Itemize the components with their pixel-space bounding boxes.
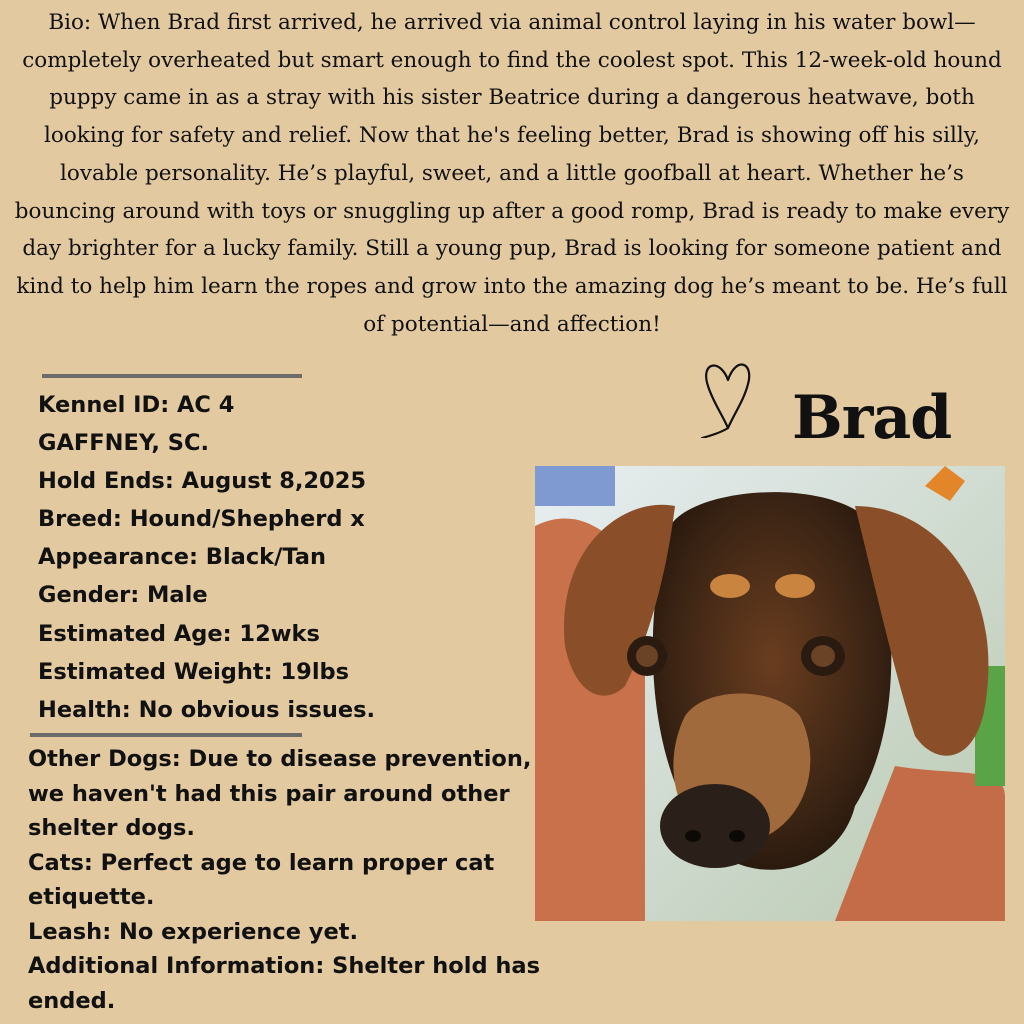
fact-age: Estimated Age: 12wks [38, 620, 320, 647]
note-cats: Cats: Perfect age to learn proper cat etiquette. [28, 849, 495, 910]
fact-health: Health: No obvious issues. [38, 696, 376, 723]
notes-section [28, 742, 558, 1018]
divider-bottom [30, 733, 302, 737]
note-additional-info: Additional Information: Shelter hold has ended. [28, 953, 541, 1014]
fact-location: GAFFNEY, SC. [38, 430, 210, 457]
divider-top [42, 374, 302, 378]
fact-weight: Estimated Weight: 19lbs [38, 658, 350, 685]
fact-kennel-id: Kennel ID: AC 4 [38, 392, 235, 418]
dog-name: Brad [792, 383, 952, 453]
puppy-photo [535, 466, 1005, 921]
fact-breed: Breed: Hound/Shepherd x [38, 506, 365, 533]
fact-hold-ends: Hold Ends: August 8,2025 [38, 468, 367, 495]
fact-gender: Gender: Male [38, 582, 208, 609]
facts-list [38, 386, 375, 729]
note-leash: Leash: No experience yet. [28, 918, 359, 945]
bio-text: Bio: When Brad first arrived, he arrived via animal control laying in his water bowl—completely overheated but smart enough to find the coolest spot. This 12-week-old hound puppy came in as a stray with his sister Beatrice during a dangerous heatwave, both looking for safety and relief. Now that he's feeling better, Brad is showing off his silly, lovable personality. He’s playful, sweet, and a little goofball at heart. Whether he’s bouncing around with toys or snuggling up after a good romp, Brad is ready to make every day brighter for a lucky family. Still a young pup, Brad is looking for someone patient and kind to help him learn the ropes and grow into the amazing dog he’s meant to be. He’s full of potential—and affection! [14, 10, 1010, 337]
heart-doodle-icon [698, 352, 758, 438]
note-other-dogs: Other Dogs: Due to disease prevention, we haven't had this pair around other shelter dogs. [28, 746, 532, 841]
fact-appearance: Appearance: Black/Tan [38, 544, 327, 571]
